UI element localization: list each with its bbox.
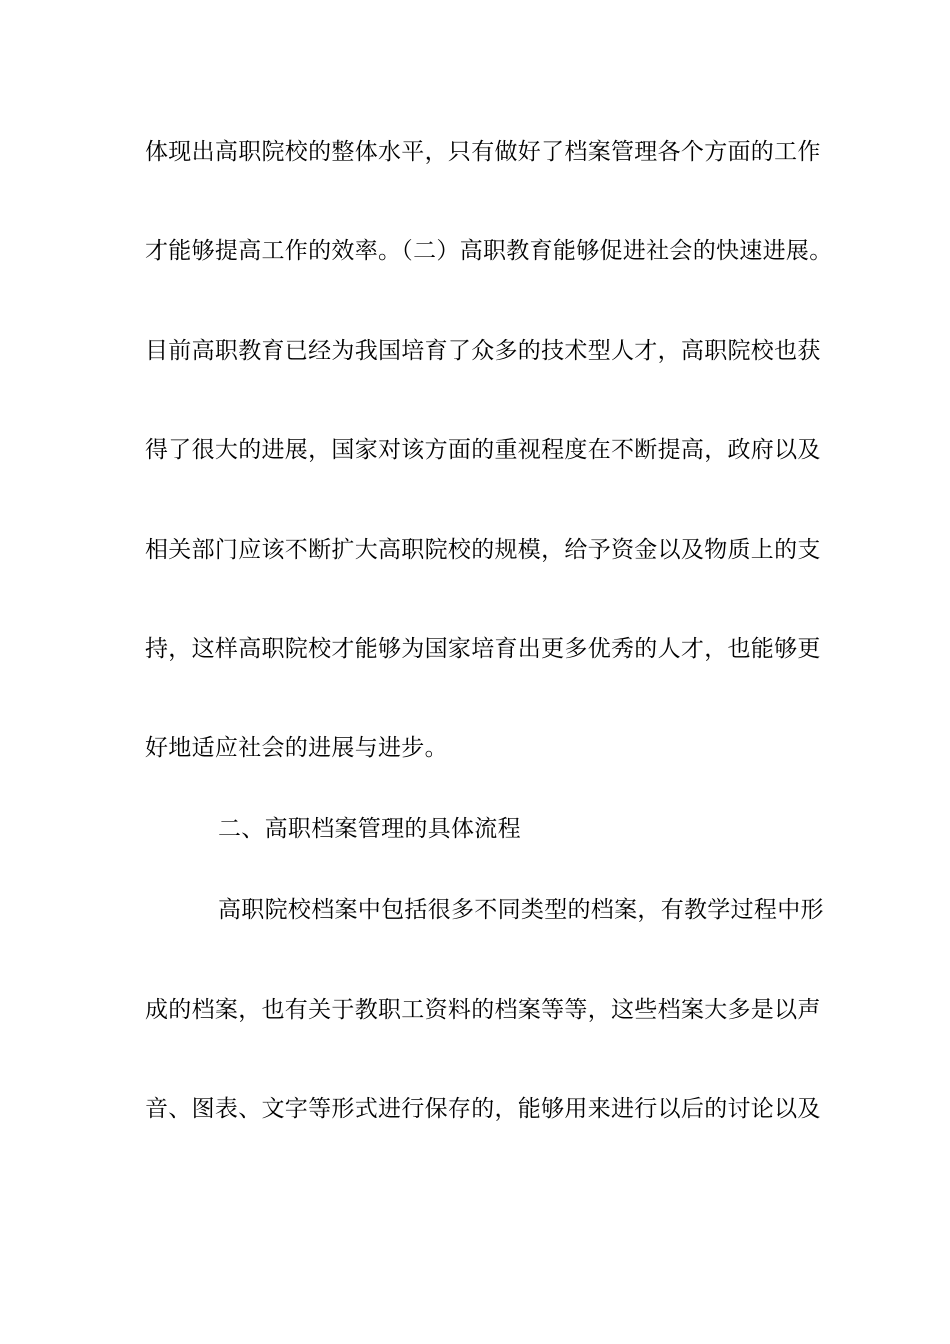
text-line: 得了很大的进展，国家对该方面的重视程度在不断提高，政府以及 bbox=[145, 437, 821, 463]
text-line: 成的档案，也有关于教职工资料的档案等等，这些档案大多是以声 bbox=[145, 997, 821, 1023]
text-line: 高职院校档案中包括很多不同类型的档案，有教学过程中形 bbox=[218, 897, 824, 923]
section-heading: 二、高职档案管理的具体流程 bbox=[218, 816, 521, 842]
text-line: 体现出高职院校的整体水平，只有做好了档案管理各个方面的工作 bbox=[145, 139, 821, 165]
text-line: 音、图表、文字等形式进行保存的，能够用来进行以后的讨论以及 bbox=[145, 1096, 821, 1122]
text-line: 相关部门应该不断扩大高职院校的规模，给予资金以及物质上的支 bbox=[145, 537, 821, 563]
text-line: 才能够提高工作的效率。（二）高职教育能够促进社会的快速进展。 bbox=[145, 238, 833, 264]
text-line: 好地适应社会的进展与进步。 bbox=[145, 735, 448, 761]
text-line: 目前高职教育已经为我国培育了众多的技术型人才，高职院校也获 bbox=[145, 338, 821, 364]
text-line: 持，这样高职院校才能够为国家培育出更多优秀的人才，也能够更 bbox=[145, 636, 821, 662]
